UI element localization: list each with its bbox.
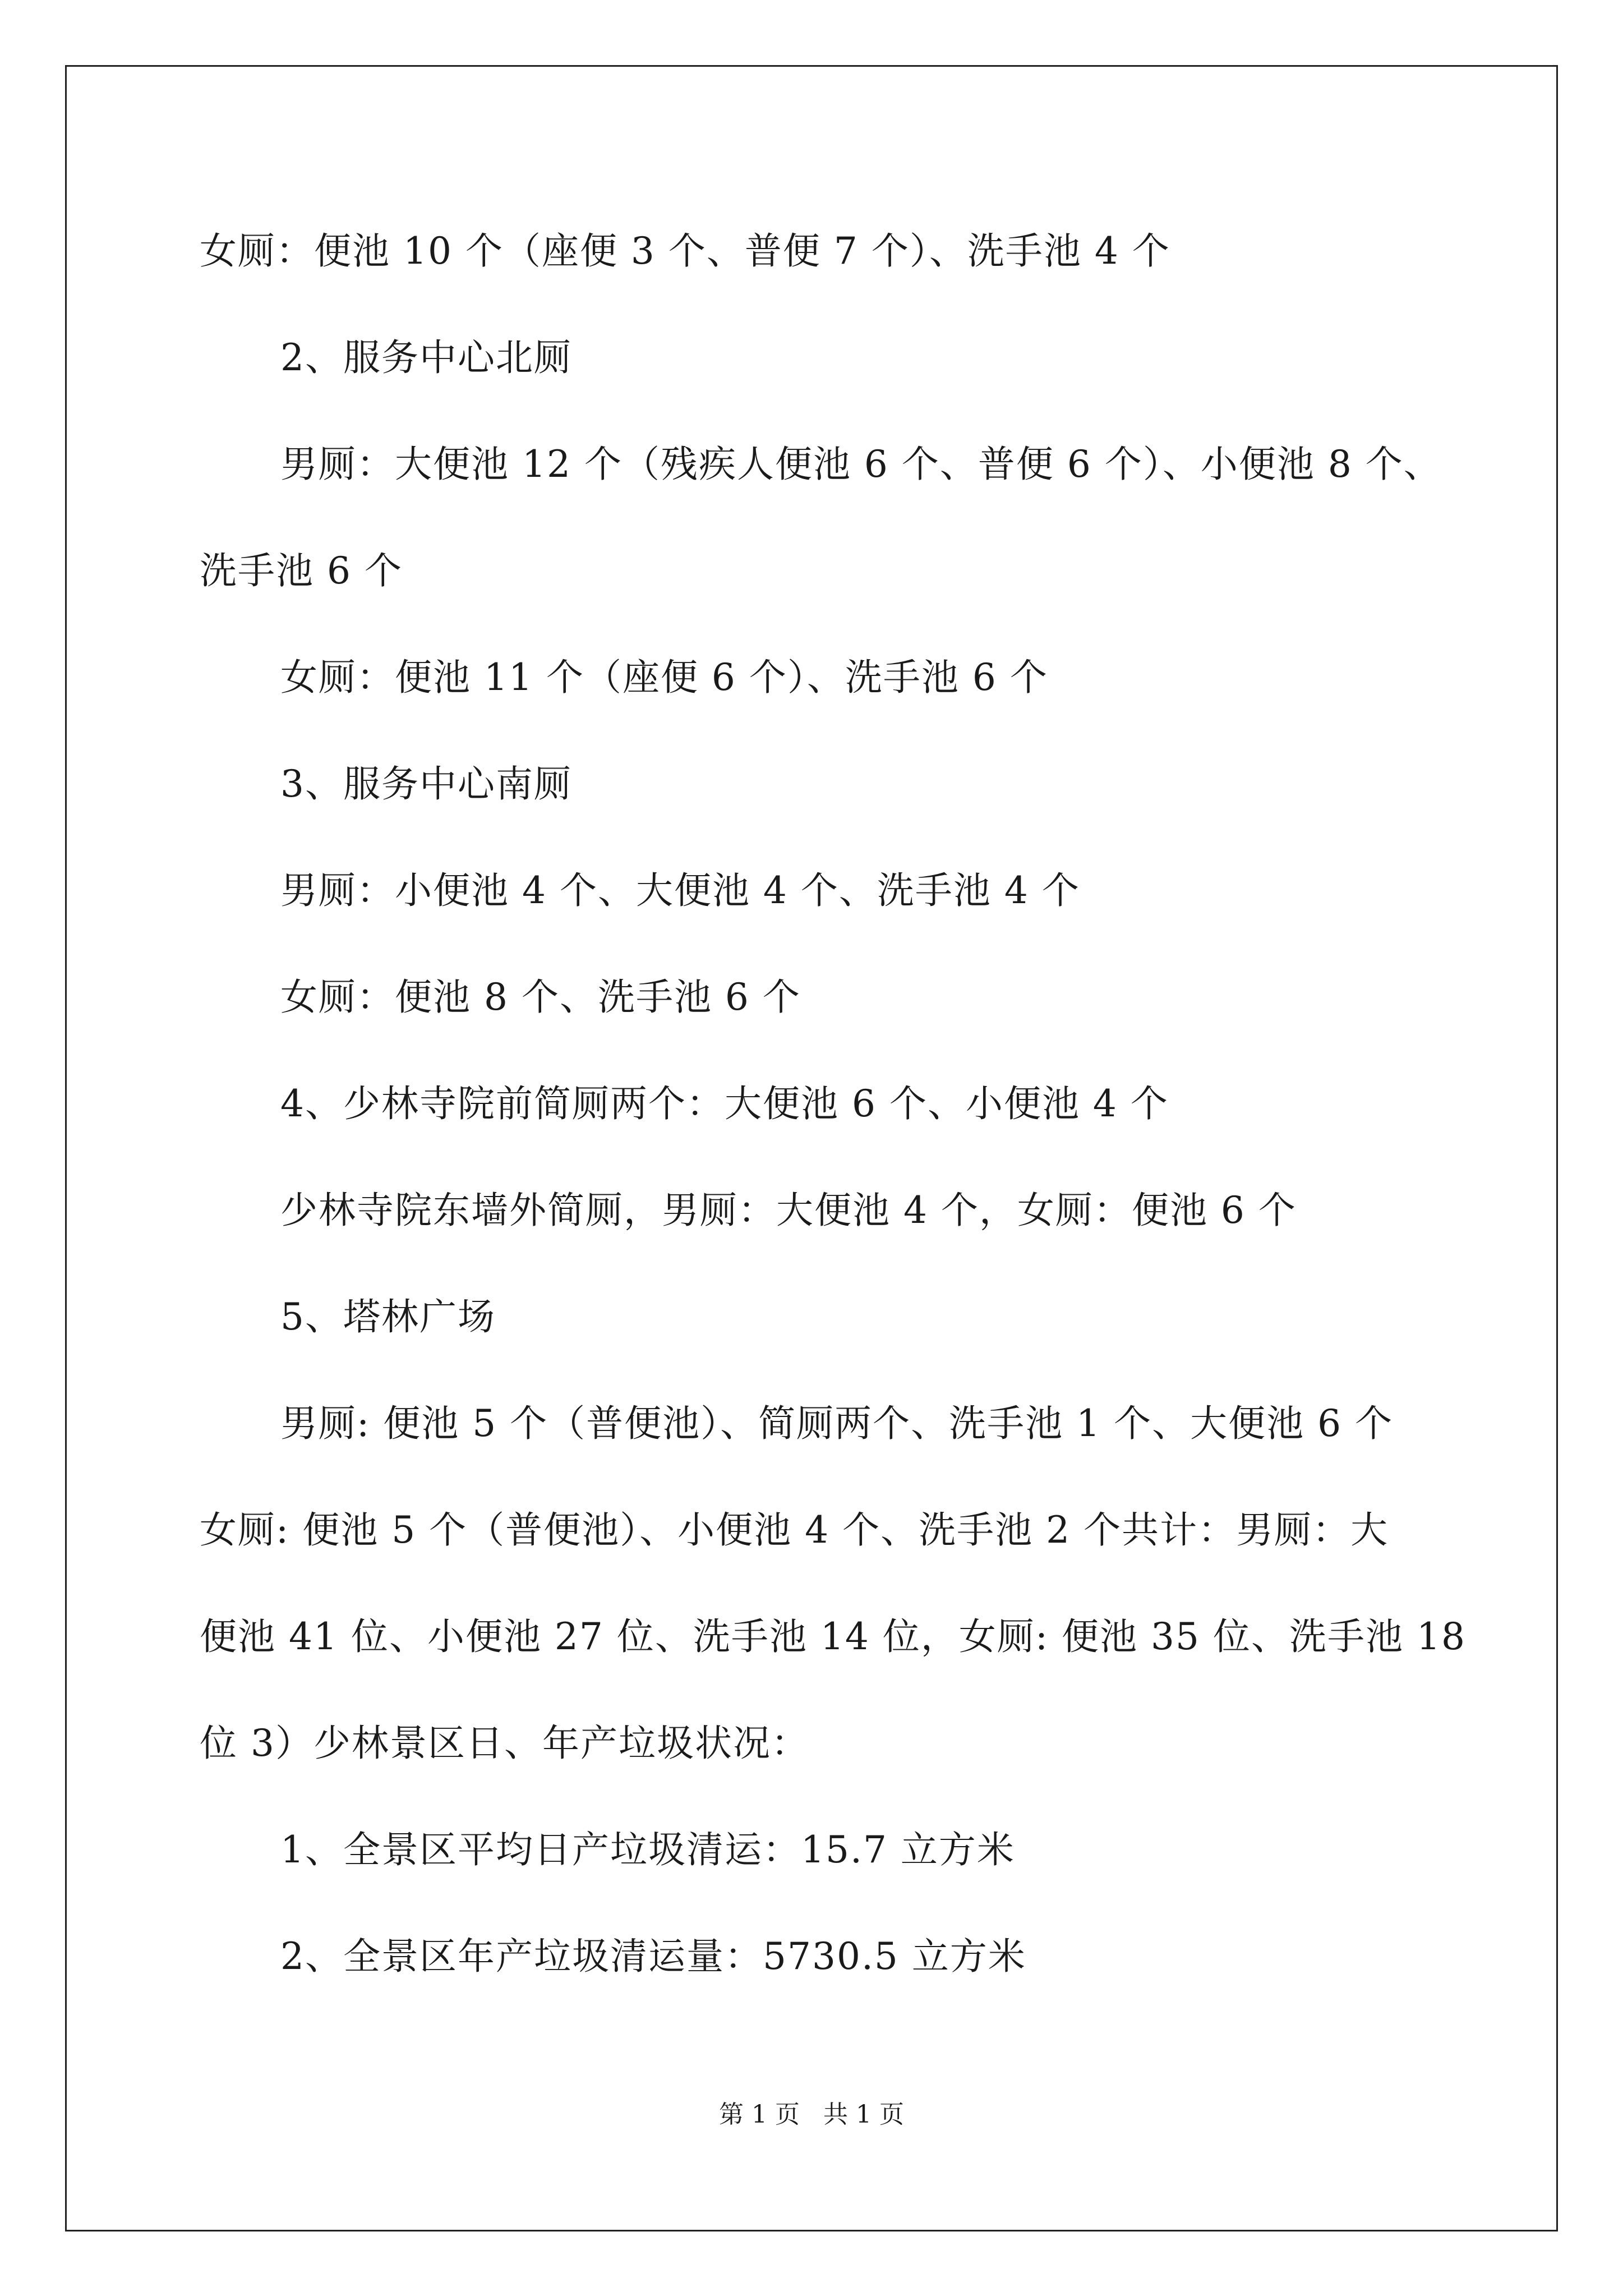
text-line: 便池 41 位、小便池 27 位、洗手池 14 位，女厕: 便池 35 位、洗手池 18 (200, 1615, 1466, 1658)
text-line: 女厕：便池 8 个、洗手池 6 个 (280, 976, 801, 1019)
text-line: 少林寺院东墙外简厕，男厕：大便池 4 个，女厕：便池 6 个 (280, 1189, 1297, 1232)
text-line: 1、全景区平均日产垃圾清运：15.7 立方米 (280, 1828, 1015, 1871)
page-number-footer: 第 1 页 共 1 页 (719, 2100, 904, 2129)
text-line: 女厕：便池 11 个（座便 6 个）、洗手池 6 个 (280, 656, 1048, 699)
text-line: 男厕：大便池 12 个（残疾人便池 6 个、普便 6 个）、小便池 8 个、 (280, 443, 1442, 486)
text-line: 女厕：便池 10 个（座便 3 个、普便 7 个）、洗手池 4 个 (200, 229, 1170, 273)
section-heading: 2、服务中心北厕 (280, 336, 572, 379)
text-line: 2、全景区年产垃圾清运量：5730.5 立方米 (280, 1935, 1026, 1978)
text-line: 洗手池 6 个 (200, 549, 403, 592)
section-heading: 4、少林寺院前简厕两个：大便池 6 个、小便池 4 个 (280, 1082, 1169, 1125)
section-heading: 3、服务中心南厕 (280, 762, 572, 806)
text-line: 女厕: 便池 5 个（普便池）、小便池 4 个、洗手池 2 个共计：男厕：大 (200, 1508, 1389, 1552)
page-border (65, 65, 1558, 2231)
section-heading: 5、塔林广场 (280, 1295, 496, 1338)
text-line: 男厕：小便池 4 个、大便池 4 个、洗手池 4 个 (280, 869, 1080, 912)
text-line: 男厕: 便池 5 个（普便池）、简厕两个、洗手池 1 个、大便池 6 个 (280, 1402, 1394, 1445)
text-line: 位 3）少林景区日、年产垃圾状况： (200, 1722, 809, 1765)
